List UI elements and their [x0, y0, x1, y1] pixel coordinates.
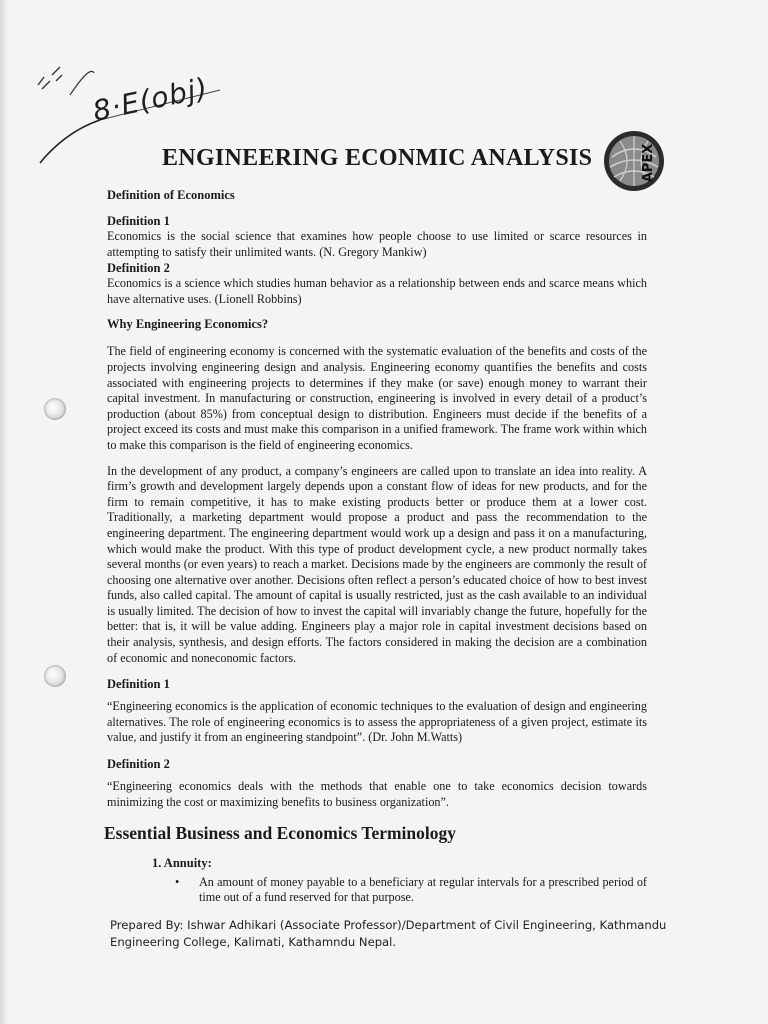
- punch-hole-top: [44, 398, 66, 420]
- page-edge: [0, 0, 8, 1024]
- footer-credit: Prepared By: Ishwar Adhikari (Associate Professor)/Department of Civil Engineering, Kathmandu Engineering College, Kalimati, Kathamndu Nepal.: [110, 918, 667, 949]
- punch-hole-bottom: [44, 665, 66, 687]
- terminology-heading: Essential Business and Economics Terminology: [104, 823, 457, 844]
- eng-definition-2-heading: Definition 2: [107, 757, 170, 772]
- why-engineering-economics-heading: Why Engineering Economics?: [107, 317, 269, 332]
- eng-definition-1-heading: Definition 1: [107, 677, 170, 692]
- handwritten-note: 8·E(obj): [89, 71, 212, 128]
- definition-of-economics-heading: Definition of Economics: [107, 188, 235, 202]
- paragraph-2: In the development of any product, a company’s engineers are called upon to translate an idea into reality. A firm’s growth and development largely depends upon a constant flow of ideas for new products, and for the firm to remain competitive, it has to make existing products better or produce them at a lower cost. Traditionally, a marketing department would propose a product and pass the recommendation to the engineering department. The engineering department would work up a design and pass it on a manufacturing, which would make the product. With this type of product development cycle, a new product normally takes several months (or even years) to reach a market. Decisions made by the engineers are commonly the result of choosing one alternative over another. Decisions often reflect a person’s educated choice of how to best invest funds, also called capital. The amount of capital is usually restricted, just as the cash available to an individual is usually limited. The decision of how to invest the capital will invariably change the future, hopefully for the better: that is, it will be value adding. Engineers play a major role in capital investment decisions based on their analysis, synthesis, and design efforts. The factors considered in making the decision are a combination of economic and noneconomic factors.: [107, 463, 647, 665]
- annuity-list-item: [175, 875, 647, 906]
- definition-1-text: Economics is the social science that examines how people choose to use limited or scarce resources in attempting to satisfy their unlimited wants. (N. Gregory Mankiw): [107, 229, 647, 259]
- bullet-icon: •: [175, 874, 180, 889]
- definition-2-heading: Definition 2: [107, 261, 170, 276]
- annuity-text: An amount of money payable to a beneficiary at regular intervals for a prescribed period of time out of a fund reserved for that purpose.: [199, 874, 647, 905]
- paragraph-1: The field of engineering economy is concerned with the systematic evaluation of the benefits and costs of the projects involving engineering design and analysis. Engineering economy quantifies the benefits and costs associated with engineering projects to determines if they make (or save) enough money to warrant their capital investment. In manufacturing or construction, engineering is involved in every detail of a product’s production (about 85%) from conceptual design to distribution. Engineers must decide if the benefits of a project exceed its costs and must make this comparison in a unified framework. The frame work within which to make this comparison is the field of engineering economics.: [107, 344, 647, 452]
- logo-text: APEX: [641, 143, 656, 183]
- document-body: [104, 187, 647, 906]
- document-title: ENGINEERING ECONMIC ANALYSIS: [162, 145, 593, 171]
- apex-logo: [600, 127, 668, 195]
- annuity-heading: 1. Annuity:: [152, 856, 212, 871]
- definition-2-text: Economics is a science which studies human behavior as a relationship between ends and scarce means which have alternative uses. (Lionell Robbins): [107, 276, 647, 306]
- eng-definition-1-text: “Engineering economics is the application of economic techniques to the evaluation of design and engineering alternatives. The role of engineering economics is to assess the appropriateness of a given project, estimate its value, and justify it from an engineering standpoint”. (Dr. John M.Watts): [107, 699, 647, 745]
- definition-1-heading: Definition 1: [107, 214, 170, 228]
- eng-definition-2-text: “Engineering economics deals with the methods that enable one to take economics decision towards minimizing the cost or maximizing benefits to business organization”.: [107, 779, 647, 809]
